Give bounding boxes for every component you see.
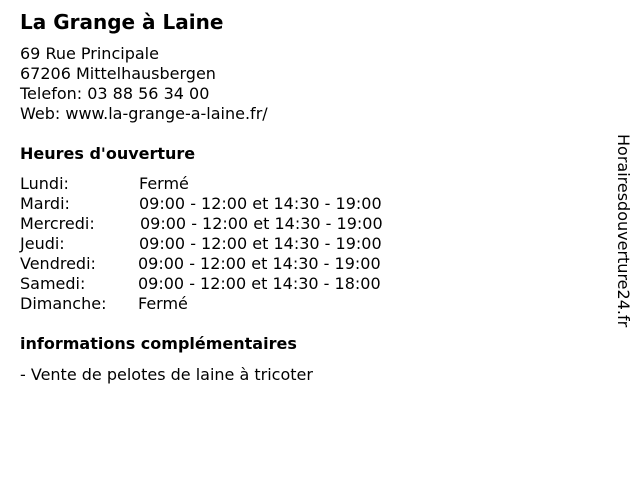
business-name: La Grange à Laine xyxy=(20,10,224,34)
time-value: 09:00 - 12:00 et 14:30 - 19:00 xyxy=(138,254,381,273)
time-value: 09:00 - 12:00 et 14:30 - 19:00 xyxy=(140,214,383,233)
info-text: - Vente de pelotes de laine à tricoter xyxy=(20,365,313,384)
time-value: Fermé xyxy=(139,174,189,193)
phone-number: Telefon: 03 88 56 34 00 xyxy=(20,84,210,103)
time-value: Fermé xyxy=(138,294,188,313)
day-label: Vendredi: xyxy=(20,254,96,273)
day-label: Mardi: xyxy=(20,194,70,213)
time-value: 09:00 - 12:00 et 14:30 - 19:00 xyxy=(139,234,382,253)
day-label: Jeudi: xyxy=(20,234,65,253)
day-label: Dimanche: xyxy=(20,294,107,313)
time-value: 09:00 - 12:00 et 14:30 - 19:00 xyxy=(139,194,382,213)
side-watermark: Horairesdouverture24.fr xyxy=(614,134,633,328)
day-label: Samedi: xyxy=(20,274,86,293)
time-value: 09:00 - 12:00 et 14:30 - 18:00 xyxy=(138,274,381,293)
info-heading: informations complémentaires xyxy=(20,334,297,353)
day-label: Mercredi: xyxy=(20,214,95,233)
day-label: Lundi: xyxy=(20,174,69,193)
hours-heading: Heures d'ouverture xyxy=(20,144,196,163)
address-city: 67206 Mittelhausbergen xyxy=(20,64,216,83)
address-street: 69 Rue Principale xyxy=(20,44,159,63)
website: Web: www.la-grange-a-laine.fr/ xyxy=(20,104,268,123)
address-block xyxy=(20,44,268,124)
